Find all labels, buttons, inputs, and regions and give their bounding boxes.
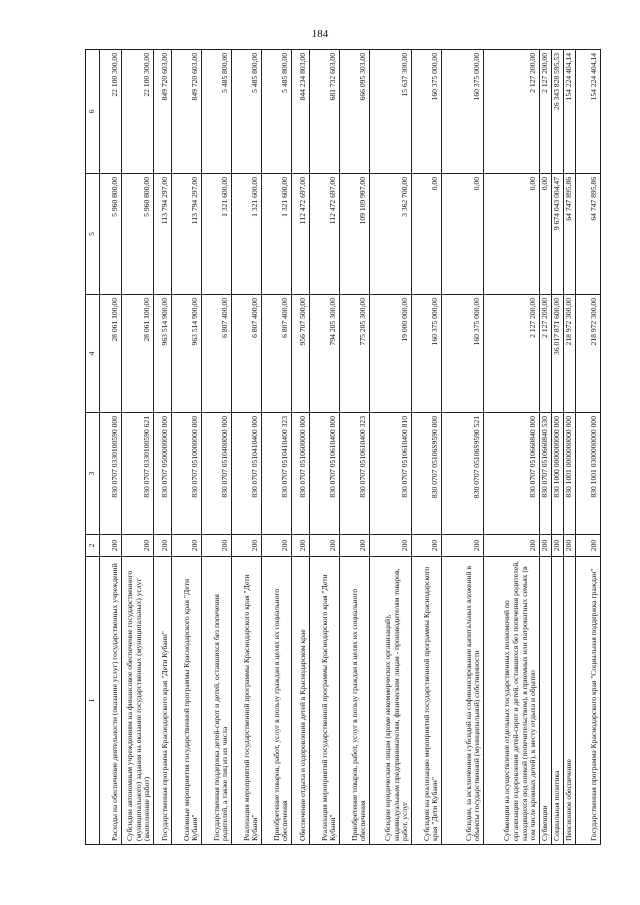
row-approved-amount: 218 972 300,00 [564,295,576,413]
row-budget-classification: 830 0707 05106S9590 521 [442,413,484,535]
row-executed-amount: 64 747 895,86 [564,174,576,295]
row-code: 200 [442,535,484,557]
row-executed-amount: 113 794 297,00 [154,174,172,295]
row-executed-amount: 112 472 697,00 [310,174,340,295]
row-code: 200 [370,535,412,557]
row-approved-amount: 6 807 400,00 [232,295,262,413]
table-row [484,50,540,845]
row-code: 200 [552,535,564,557]
row-description: Реализация мероприятий государственной программы Краснодарского края "Дети Кубани" [232,557,262,845]
table-row [172,50,202,845]
row-budget-classification: 830 0707 05106S9590 000 [412,413,442,535]
row-description: Государственная поддержка детей-сирот и детей, оставшихся без попечения родителей, а также лиц из их числа [202,557,232,845]
row-code: 200 [412,535,442,557]
table-row [576,50,601,845]
row-budget-classification: 830 0707 0330100590 621 [122,413,154,535]
column-header: 1 [86,557,100,845]
row-remaining-amount: 5 485 800,00 [262,50,292,174]
row-budget-classification: 830 0707 0510410400 000 [232,413,262,535]
row-budget-classification: 830 0707 0510660840 000 [484,413,540,535]
row-budget-classification: 830 0707 0510610400 810 [370,413,412,535]
table-row [262,50,292,845]
row-executed-amount: 0,00 [484,174,540,295]
row-executed-amount: 5 960 800,00 [122,174,154,295]
row-budget-classification: 830 0707 0510600000 000 [292,413,310,535]
row-approved-amount: 2 127 200,00 [540,295,552,413]
column-header: 2 [86,535,100,557]
row-executed-amount: 64 747 895,86 [576,174,601,295]
row-remaining-amount: 5 485 800,00 [232,50,262,174]
row-budget-classification: 830 0707 0510610400 323 [340,413,370,535]
row-approved-amount: 160 375 000,00 [412,295,442,413]
row-budget-classification: 830 0707 0330100590 000 [100,413,122,535]
row-executed-amount: 0,00 [442,174,484,295]
row-description: Субсидии на реализацию мероприятий государственной программы Краснодарского края "Дети Кубани" [412,557,442,845]
column-header: 3 [86,413,100,535]
row-description: Субвенции [540,557,552,845]
row-budget-classification: 830 1001 0000000000 000 [564,413,576,535]
row-remaining-amount: 26 343 828 595,53 [552,50,564,174]
row-description: Социальная политика [552,557,564,845]
row-code: 200 [172,535,202,557]
table-row [340,50,370,845]
row-remaining-amount: 681 732 603,00 [310,50,340,174]
row-executed-amount: 9 674 043 004,47 [552,174,564,295]
row-budget-classification: 830 0707 0510000000 000 [172,413,202,535]
row-description: Расходы на обеспечение деятельности (оказание услуг) государственных учреждений [100,557,122,845]
table-row [202,50,232,845]
row-description: Субсидии, за исключением субсидий на софинансирование капитальных вложений в объекты государственной (муниципальной) собственности [442,557,484,845]
table-row [564,50,576,845]
row-code: 200 [564,535,576,557]
row-executed-amount: 0,00 [412,174,442,295]
row-description: Основные мероприятия государственной программы Краснодарского края "Дети Кубани" [172,557,202,845]
row-remaining-amount: 15 637 300,00 [370,50,412,174]
row-budget-classification: 830 0707 0510410400 323 [262,413,292,535]
budget-table [85,49,601,845]
row-executed-amount: 3 362 700,00 [370,174,412,295]
row-remaining-amount: 154 224 404,14 [564,50,576,174]
row-code: 200 [100,535,122,557]
row-approved-amount: 19 000 000,00 [370,295,412,413]
row-code: 200 [292,535,310,557]
row-description: Субсидии автономным учреждениям на финансовое обеспечение государственного (муниципального) задания на оказание государственных (муниципальных) услуг (выполнение работ) [122,557,154,845]
row-approved-amount: 794 205 300,00 [310,295,340,413]
row-executed-amount: 1 321 600,00 [202,174,232,295]
table-row [232,50,262,845]
row-description: Обеспечение отдыха и оздоровления детей в Краснодарском крае [292,557,310,845]
row-code: 200 [202,535,232,557]
row-description: Субвенции на осуществление отдельных государственных полномочий по организации оздоровления детей-сирот и детей, оставшихся без попечения родителей, находящихся под опекой (попечительством), в приемных или патронатных семьях (в том числе кровных детей), к месту отдыха и обратно [484,557,540,845]
row-executed-amount: 109 109 997,00 [340,174,370,295]
row-code: 200 [262,535,292,557]
column-header: 5 [86,174,100,295]
row-approved-amount: 2 127 200,00 [484,295,540,413]
table-row [370,50,412,845]
table-row [292,50,310,845]
row-description: Пенсионное обеспечение [564,557,576,845]
row-approved-amount: 963 514 900,00 [154,295,172,413]
row-executed-amount: 1 321 600,00 [262,174,292,295]
row-approved-amount: 963 514 900,00 [172,295,202,413]
row-remaining-amount: 2 127 200,00 [540,50,552,174]
row-remaining-amount: 160 375 000,00 [442,50,484,174]
row-remaining-amount: 5 485 800,00 [202,50,232,174]
row-budget-classification: 830 0707 0510610400 000 [310,413,340,535]
row-executed-amount: 113 794 297,00 [172,174,202,295]
row-executed-amount: 1 321 600,00 [232,174,262,295]
row-code: 200 [154,535,172,557]
row-remaining-amount: 22 100 300,00 [100,50,122,174]
table-row [552,50,564,845]
page-number: 184 [311,28,329,40]
row-remaining-amount: 844 234 803,00 [292,50,310,174]
row-approved-amount: 28 061 100,00 [122,295,154,413]
row-approved-amount: 160 375 000,00 [442,295,484,413]
row-code: 200 [576,535,601,557]
row-description: Государственная программа Краснодарского края "Дети Кубани" [154,557,172,845]
row-executed-amount: 112 472 697,00 [292,174,310,295]
rotated-table-frame [85,50,599,845]
row-code: 200 [540,535,552,557]
table-row [412,50,442,845]
row-executed-amount: 5 960 800,00 [100,174,122,295]
row-approved-amount: 775 205 300,00 [340,295,370,413]
row-executed-amount: 0,00 [540,174,552,295]
row-budget-classification: 830 0707 0510660840 530 [540,413,552,535]
row-approved-amount: 28 061 100,00 [100,295,122,413]
row-approved-amount: 218 972 300,00 [576,295,601,413]
row-remaining-amount: 2 127 200,00 [484,50,540,174]
row-remaining-amount: 849 720 603,00 [154,50,172,174]
column-header: 6 [86,50,100,174]
row-budget-classification: 830 1000 0000000000 000 [552,413,564,535]
row-description: Приобретение товаров, работ, услуг в пользу граждан в целях их социального обеспечения [262,557,292,845]
row-budget-classification: 830 1001 0300000000 000 [576,413,601,535]
row-code: 200 [340,535,370,557]
table-body [100,50,601,845]
row-description: Субсидии юридическим лицам (кроме некоммерческих организаций), индивидуальным предпринимателям, физическим лицам - производителям товаров, работ, услуг [370,557,412,845]
table-row [154,50,172,845]
table-row [310,50,340,845]
row-budget-classification: 830 0707 0500000000 000 [154,413,172,535]
row-approved-amount: 6 807 400,00 [202,295,232,413]
column-header: 4 [86,295,100,413]
table-row [442,50,484,845]
table-row [100,50,122,845]
table-row [540,50,552,845]
row-approved-amount: 956 707 500,00 [292,295,310,413]
row-remaining-amount: 849 720 603,00 [172,50,202,174]
header-row [86,50,100,845]
row-code: 200 [310,535,340,557]
row-approved-amount: 36 017 871 600,00 [552,295,564,413]
row-description: Реализация мероприятий государственной программы Краснодарского края "Дети Кубани" [310,557,340,845]
row-code: 200 [232,535,262,557]
row-remaining-amount: 22 100 300,00 [122,50,154,174]
row-budget-classification: 830 0707 0510400000 000 [202,413,232,535]
row-code: 200 [484,535,540,557]
row-remaining-amount: 160 375 000,00 [412,50,442,174]
row-description: Государственная программа Краснодарского края "Социальная поддержка граждан" [576,557,601,845]
row-remaining-amount: 666 095 303,00 [340,50,370,174]
table-row [122,50,154,845]
row-approved-amount: 6 807 400,00 [262,295,292,413]
row-code: 200 [122,535,154,557]
row-description: Приобретение товаров, работ, услуг в пользу граждан в целях их социального обеспечения [340,557,370,845]
row-remaining-amount: 154 224 404,14 [576,50,601,174]
